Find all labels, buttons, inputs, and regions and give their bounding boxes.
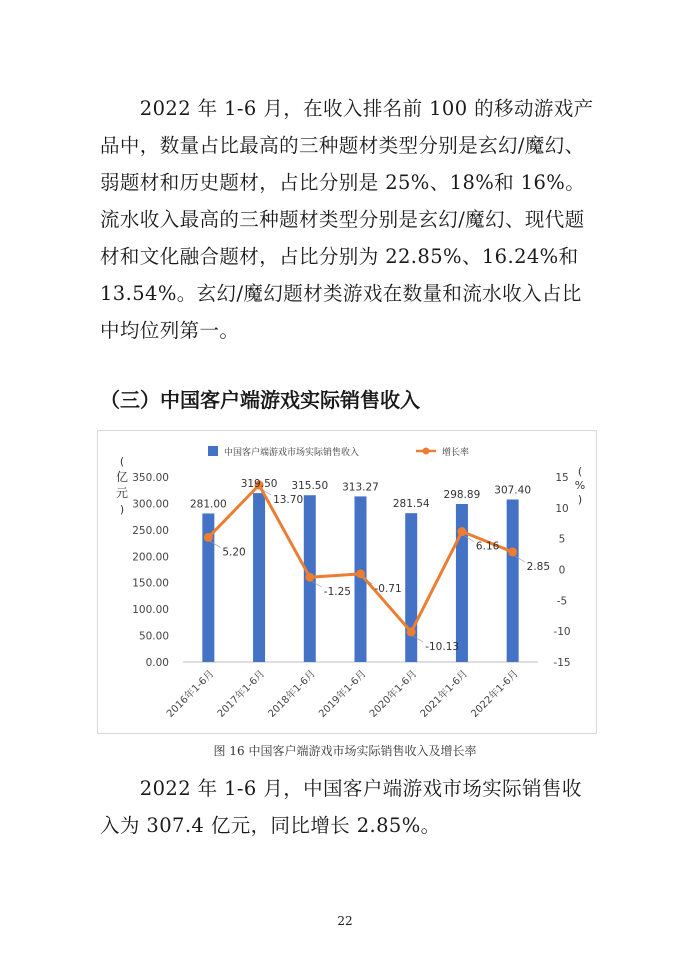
bar-value-label: 313.27 bbox=[342, 481, 379, 494]
bar-value-label: 298.89 bbox=[443, 489, 481, 502]
summary-paragraph: 2022 年 1-6 月，中国客户端游戏市场实际销售收入为 307.4 亿元，同比增长 2.85%。 bbox=[100, 777, 582, 837]
y-axis-paren-open: ( bbox=[119, 455, 125, 468]
y2-axis-paren-close: ) bbox=[577, 493, 583, 506]
growth-value-label: 6.16 bbox=[475, 540, 500, 553]
growth-value-label: -1.25 bbox=[323, 586, 351, 599]
chart-svg bbox=[98, 431, 596, 733]
y2-tick-label: 10 bbox=[555, 502, 569, 515]
figure-caption: 图 16 中国客户端游戏市场实际销售收入及增长率 bbox=[213, 744, 477, 758]
y2-tick-label: 15 bbox=[555, 472, 569, 484]
y-axis-paren-close: ) bbox=[119, 503, 125, 516]
x-tick-label: 2016年1-6月 bbox=[165, 668, 217, 720]
y2-axis-label: % bbox=[574, 479, 586, 492]
x-tick-label: 2022年1-6月 bbox=[469, 668, 521, 720]
growth-rate-point bbox=[305, 573, 314, 582]
x-tick-label: 2018年1-6月 bbox=[266, 668, 318, 720]
bar-value-label: 307.40 bbox=[494, 484, 532, 497]
growth-value-label: -10.13 bbox=[425, 640, 460, 653]
y2-tick-label: 5 bbox=[558, 533, 566, 546]
y-axis-label-char: 元 bbox=[115, 486, 129, 500]
y2-tick-label: -5 bbox=[556, 595, 568, 608]
growth-rate-point bbox=[356, 569, 365, 578]
y-tick-label: 350.00 bbox=[132, 472, 169, 484]
legend-line-label: 增长率 bbox=[442, 448, 470, 458]
y2-tick-label: 0 bbox=[558, 564, 566, 577]
bar-value-label: 319.50 bbox=[240, 478, 278, 491]
bar-value-label: 281.00 bbox=[189, 498, 227, 511]
growth-value-label: 2.85 bbox=[526, 560, 551, 573]
y-tick-label: 250.00 bbox=[132, 524, 169, 537]
growth-value-label: 5.20 bbox=[222, 546, 246, 559]
bar-value-label: 281.54 bbox=[392, 498, 430, 511]
y-tick-label: 150.00 bbox=[132, 577, 169, 590]
y-axis-label-char: 亿 bbox=[115, 470, 129, 484]
growth-value-label: 13.70 bbox=[273, 494, 304, 507]
x-tick-label: 2019年1-6月 bbox=[317, 668, 369, 720]
revenue-chart bbox=[97, 430, 597, 734]
y-tick-label: 100.00 bbox=[132, 604, 169, 617]
y2-axis-paren-open: ( bbox=[577, 465, 583, 478]
legend-bar-swatch bbox=[208, 446, 218, 456]
bar-revenue bbox=[253, 493, 265, 662]
page-number: 22 bbox=[337, 914, 353, 928]
growth-value-label: -0.71 bbox=[374, 582, 402, 595]
x-tick-label: 2017年1-6月 bbox=[215, 668, 268, 720]
y-tick-label: 0.00 bbox=[145, 657, 169, 669]
y-tick-label: 50.00 bbox=[138, 630, 169, 643]
intro-paragraph: 2022 年 1-6 月，在收入排名前 100 的移动游戏产品中，数量占比最高的三种题材类型分别是玄幻/魔幻、弱题材和历史题材，占比分别是 25%、18%和 16%。流水收入最高的三种题材类型分别是玄幻/魔幻、现代题材和文化融合题材，占比分别为 22.85%、16.24%和 13.54%。玄幻/魔幻题材类游戏在数量和流水收入占比中均位列第一。 bbox=[100, 97, 594, 342]
legend-line-marker bbox=[423, 448, 430, 455]
growth-rate-point bbox=[204, 533, 213, 542]
y2-tick-label: -15 bbox=[553, 657, 571, 669]
x-tick-label: 2020年1-6月 bbox=[367, 668, 420, 720]
bar-value-label: 315.50 bbox=[291, 480, 329, 493]
bar-revenue bbox=[507, 500, 519, 662]
growth-rate-point bbox=[407, 627, 416, 636]
y-tick-label: 300.00 bbox=[132, 498, 169, 511]
x-tick-label: 2021年1-6月 bbox=[418, 668, 471, 720]
bar-revenue bbox=[405, 513, 417, 662]
section-heading: （三）中国客户端游戏实际销售收入 bbox=[100, 388, 420, 412]
growth-rate-point bbox=[457, 527, 466, 536]
legend-bar-label: 中国客户端游戏市场实际销售收入 bbox=[224, 448, 360, 458]
y2-tick-label: -10 bbox=[553, 626, 571, 639]
growth-rate-point bbox=[508, 547, 517, 556]
y-tick-label: 200.00 bbox=[132, 551, 169, 564]
